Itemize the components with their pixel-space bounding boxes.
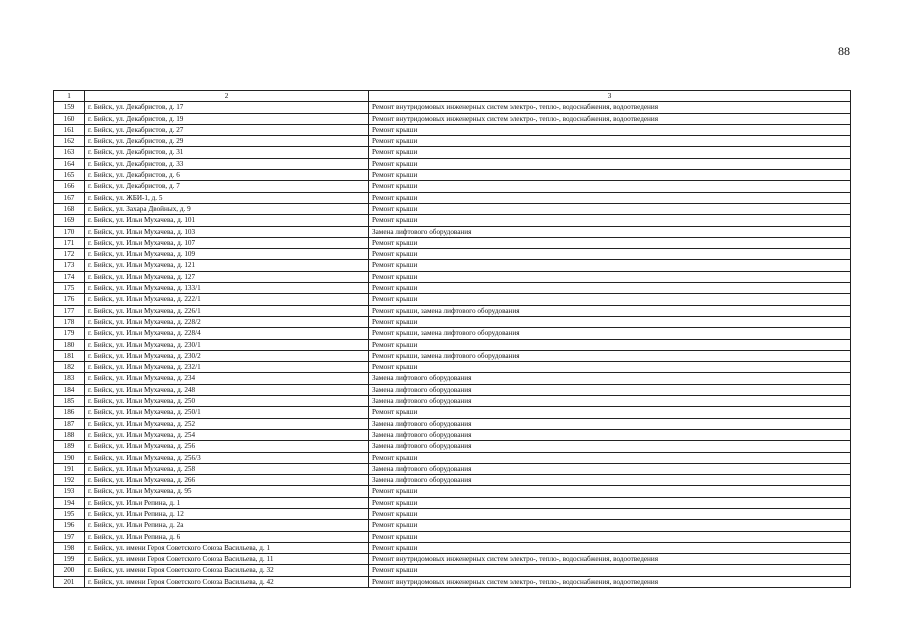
work-type-cell: Ремонт крыши <box>369 339 851 350</box>
address-cell: г. Бийск, ул. Ильи Мухачева, д. 232/1 <box>85 362 369 373</box>
row-number: 192 <box>54 475 85 486</box>
address-cell: г. Бийск, ул. Ильи Мухачева, д. 222/1 <box>85 294 369 305</box>
table-row <box>54 565 851 576</box>
table-row <box>54 520 851 531</box>
table-row <box>54 328 851 339</box>
table-row <box>54 475 851 486</box>
work-type-cell: Ремонт внутридомовых инженерных систем электро-, тепло-, водоснабжения, водоотведения <box>369 554 851 565</box>
row-number: 173 <box>54 260 85 271</box>
row-number: 201 <box>54 576 85 587</box>
table-row <box>54 362 851 373</box>
row-number: 170 <box>54 226 85 237</box>
row-number: 187 <box>54 418 85 429</box>
row-number: 178 <box>54 316 85 327</box>
work-type-cell: Ремонт крыши <box>369 316 851 327</box>
table-row <box>54 136 851 147</box>
work-type-cell: Замена лифтового оборудования <box>369 441 851 452</box>
work-type-cell: Ремонт крыши <box>369 181 851 192</box>
address-cell: г. Бийск, ул. ЖБИ-1, д. 5 <box>85 192 369 203</box>
work-type-cell: Ремонт крыши <box>369 486 851 497</box>
work-type-cell: Ремонт крыши <box>369 294 851 305</box>
table-row <box>54 418 851 429</box>
table-row <box>54 486 851 497</box>
address-cell: г. Бийск, ул. Ильи Мухачева, д. 256/3 <box>85 452 369 463</box>
address-cell: г. Бийск, ул. Ильи Мухачева, д. 109 <box>85 249 369 260</box>
table-row <box>54 147 851 158</box>
row-number: 169 <box>54 215 85 226</box>
table-row <box>54 429 851 440</box>
table-row <box>54 203 851 214</box>
work-type-cell: Ремонт крыши <box>369 249 851 260</box>
table-row <box>54 226 851 237</box>
work-type-cell: Замена лифтового оборудования <box>369 396 851 407</box>
table-row <box>54 497 851 508</box>
work-type-cell: Ремонт крыши <box>369 192 851 203</box>
header-row <box>54 91 851 102</box>
repair-schedule-table <box>53 90 851 588</box>
address-cell: г. Бийск, ул. Ильи Мухачева, д. 250 <box>85 396 369 407</box>
row-number: 166 <box>54 181 85 192</box>
table-row <box>54 192 851 203</box>
address-cell: г. Бийск, ул. Ильи Мухачева, д. 230/2 <box>85 350 369 361</box>
table-row <box>54 396 851 407</box>
row-number: 189 <box>54 441 85 452</box>
table-row <box>54 283 851 294</box>
row-number: 181 <box>54 350 85 361</box>
table-row <box>54 170 851 181</box>
row-number: 191 <box>54 463 85 474</box>
table-row <box>54 215 851 226</box>
address-cell: г. Бийск, ул. Ильи Репина, д. 6 <box>85 531 369 542</box>
table-row <box>54 554 851 565</box>
work-type-cell: Ремонт крыши <box>369 542 851 553</box>
row-number: 167 <box>54 192 85 203</box>
table-row <box>54 316 851 327</box>
row-number: 171 <box>54 237 85 248</box>
work-type-cell: Ремонт крыши <box>369 497 851 508</box>
row-number: 172 <box>54 249 85 260</box>
work-type-cell: Ремонт крыши, замена лифтового оборудования <box>369 350 851 361</box>
row-number: 161 <box>54 124 85 135</box>
row-number: 168 <box>54 203 85 214</box>
work-type-cell: Ремонт внутридомовых инженерных систем электро-, тепло-, водоснабжения, водоотведения <box>369 113 851 124</box>
row-number: 188 <box>54 429 85 440</box>
work-type-cell: Ремонт крыши <box>369 362 851 373</box>
row-number: 175 <box>54 283 85 294</box>
address-cell: г. Бийск, ул. Ильи Мухачева, д. 228/4 <box>85 328 369 339</box>
column-header-3: 3 <box>369 91 851 102</box>
work-type-cell: Замена лифтового оборудования <box>369 475 851 486</box>
work-type-cell: Ремонт крыши <box>369 520 851 531</box>
address-cell: г. Бийск, ул. Ильи Мухачева, д. 254 <box>85 429 369 440</box>
address-cell: г. Бийск, ул. Ильи Мухачева, д. 107 <box>85 237 369 248</box>
row-number: 198 <box>54 542 85 553</box>
column-header-1: 1 <box>54 91 85 102</box>
address-cell: г. Бийск, ул. Декабристов, д. 19 <box>85 113 369 124</box>
row-number: 163 <box>54 147 85 158</box>
row-number: 180 <box>54 339 85 350</box>
table-row <box>54 237 851 248</box>
address-cell: г. Бийск, ул. Ильи Мухачева, д. 266 <box>85 475 369 486</box>
work-type-cell: Ремонт крыши <box>369 508 851 519</box>
address-cell: г. Бийск, ул. имени Героя Советского Союза Васильева, д. 1 <box>85 542 369 553</box>
table-row <box>54 181 851 192</box>
column-header-2: 2 <box>85 91 369 102</box>
table-row <box>54 249 851 260</box>
row-number: 185 <box>54 396 85 407</box>
row-number: 162 <box>54 136 85 147</box>
work-type-cell: Ремонт крыши <box>369 283 851 294</box>
work-type-cell: Ремонт крыши, замена лифтового оборудования <box>369 305 851 316</box>
row-number: 176 <box>54 294 85 305</box>
table-row <box>54 542 851 553</box>
work-type-cell: Ремонт крыши <box>369 452 851 463</box>
page-number: 88 <box>838 44 850 58</box>
row-number: 194 <box>54 497 85 508</box>
address-cell: г. Бийск, ул. Декабристов, д. 33 <box>85 158 369 169</box>
address-cell: г. Бийск, ул. Ильи Мухачева, д. 250/1 <box>85 407 369 418</box>
work-type-cell: Ремонт крыши, замена лифтового оборудования <box>369 328 851 339</box>
row-number: 164 <box>54 158 85 169</box>
row-number: 190 <box>54 452 85 463</box>
work-type-cell: Ремонт крыши <box>369 147 851 158</box>
work-type-cell: Ремонт крыши <box>369 136 851 147</box>
address-cell: г. Бийск, ул. Ильи Мухачева, д. 256 <box>85 441 369 452</box>
work-type-cell: Ремонт внутридомовых инженерных систем электро-, тепло-, водоснабжения, водоотведения <box>369 102 851 113</box>
row-number: 159 <box>54 102 85 113</box>
table-row <box>54 384 851 395</box>
row-number: 196 <box>54 520 85 531</box>
work-type-cell: Замена лифтового оборудования <box>369 463 851 474</box>
address-cell: г. Бийск, ул. Захара Двойных, д. 9 <box>85 203 369 214</box>
table-body <box>54 102 851 588</box>
row-number: 200 <box>54 565 85 576</box>
address-cell: г. Бийск, ул. Ильи Мухачева, д. 226/1 <box>85 305 369 316</box>
address-cell: г. Бийск, ул. Ильи Мухачева, д. 234 <box>85 373 369 384</box>
work-type-cell: Ремонт крыши <box>369 203 851 214</box>
address-cell: г. Бийск, ул. Ильи Мухачева, д. 230/1 <box>85 339 369 350</box>
work-type-cell: Замена лифтового оборудования <box>369 226 851 237</box>
row-number: 179 <box>54 328 85 339</box>
work-type-cell: Замена лифтового оборудования <box>369 418 851 429</box>
address-cell: г. Бийск, ул. Ильи Репина, д. 1 <box>85 497 369 508</box>
table-row <box>54 271 851 282</box>
row-number: 195 <box>54 508 85 519</box>
row-number: 182 <box>54 362 85 373</box>
row-number: 184 <box>54 384 85 395</box>
table-row <box>54 102 851 113</box>
work-type-cell: Ремонт крыши <box>369 124 851 135</box>
address-cell: г. Бийск, ул. Ильи Мухачева, д. 258 <box>85 463 369 474</box>
work-type-cell: Ремонт крыши <box>369 271 851 282</box>
work-type-cell: Замена лифтового оборудования <box>369 384 851 395</box>
row-number: 165 <box>54 170 85 181</box>
address-cell: г. Бийск, ул. Ильи Мухачева, д. 101 <box>85 215 369 226</box>
address-cell: г. Бийск, ул. Декабристов, д. 31 <box>85 147 369 158</box>
address-cell: г. Бийск, ул. Декабристов, д. 17 <box>85 102 369 113</box>
work-type-cell: Ремонт крыши <box>369 407 851 418</box>
address-cell: г. Бийск, ул. Декабристов, д. 29 <box>85 136 369 147</box>
address-cell: г. Бийск, ул. Ильи Мухачева, д. 103 <box>85 226 369 237</box>
work-type-cell: Ремонт крыши <box>369 237 851 248</box>
row-number: 177 <box>54 305 85 316</box>
work-type-cell: Ремонт внутридомовых инженерных систем электро-, тепло-, водоснабжения, водоотведения <box>369 576 851 587</box>
table-row <box>54 124 851 135</box>
work-type-cell: Ремонт крыши <box>369 531 851 542</box>
address-cell: г. Бийск, ул. Ильи Репина, д. 12 <box>85 508 369 519</box>
address-cell: г. Бийск, ул. Ильи Мухачева, д. 133/1 <box>85 283 369 294</box>
table-row <box>54 531 851 542</box>
table-row <box>54 350 851 361</box>
table-row <box>54 576 851 587</box>
row-number: 160 <box>54 113 85 124</box>
address-cell: г. Бийск, ул. Ильи Мухачева, д. 121 <box>85 260 369 271</box>
work-type-cell: Замена лифтового оборудования <box>369 429 851 440</box>
table-row <box>54 305 851 316</box>
table-row <box>54 158 851 169</box>
row-number: 174 <box>54 271 85 282</box>
work-type-cell: Замена лифтового оборудования <box>369 373 851 384</box>
address-cell: г. Бийск, ул. Декабристов, д. 6 <box>85 170 369 181</box>
table-row <box>54 441 851 452</box>
row-number: 193 <box>54 486 85 497</box>
table-row <box>54 373 851 384</box>
row-number: 197 <box>54 531 85 542</box>
work-type-cell: Ремонт крыши <box>369 215 851 226</box>
work-type-cell: Ремонт крыши <box>369 260 851 271</box>
table-row <box>54 452 851 463</box>
work-type-cell: Ремонт крыши <box>369 565 851 576</box>
address-cell: г. Бийск, ул. Ильи Мухачева, д. 252 <box>85 418 369 429</box>
address-cell: г. Бийск, ул. Ильи Мухачева, д. 248 <box>85 384 369 395</box>
table-row <box>54 339 851 350</box>
address-cell: г. Бийск, ул. Ильи Репина, д. 2а <box>85 520 369 531</box>
row-number: 186 <box>54 407 85 418</box>
work-type-cell: Ремонт крыши <box>369 170 851 181</box>
row-number: 183 <box>54 373 85 384</box>
table-row <box>54 113 851 124</box>
address-cell: г. Бийск, ул. Декабристов, д. 7 <box>85 181 369 192</box>
table-row <box>54 508 851 519</box>
work-type-cell: Ремонт крыши <box>369 158 851 169</box>
address-cell: г. Бийск, ул. имени Героя Советского Союза Васильева, д. 42 <box>85 576 369 587</box>
table-row <box>54 260 851 271</box>
address-cell: г. Бийск, ул. Ильи Мухачева, д. 127 <box>85 271 369 282</box>
address-cell: г. Бийск, ул. имени Героя Советского Союза Васильева, д. 32 <box>85 565 369 576</box>
row-number: 199 <box>54 554 85 565</box>
address-cell: г. Бийск, ул. имени Героя Советского Союза Васильева, д. 11 <box>85 554 369 565</box>
address-cell: г. Бийск, ул. Ильи Мухачева, д. 228/2 <box>85 316 369 327</box>
address-cell: г. Бийск, ул. Ильи Мухачева, д. 95 <box>85 486 369 497</box>
table-row <box>54 407 851 418</box>
address-cell: г. Бийск, ул. Декабристов, д. 27 <box>85 124 369 135</box>
table-row <box>54 463 851 474</box>
table-row <box>54 294 851 305</box>
